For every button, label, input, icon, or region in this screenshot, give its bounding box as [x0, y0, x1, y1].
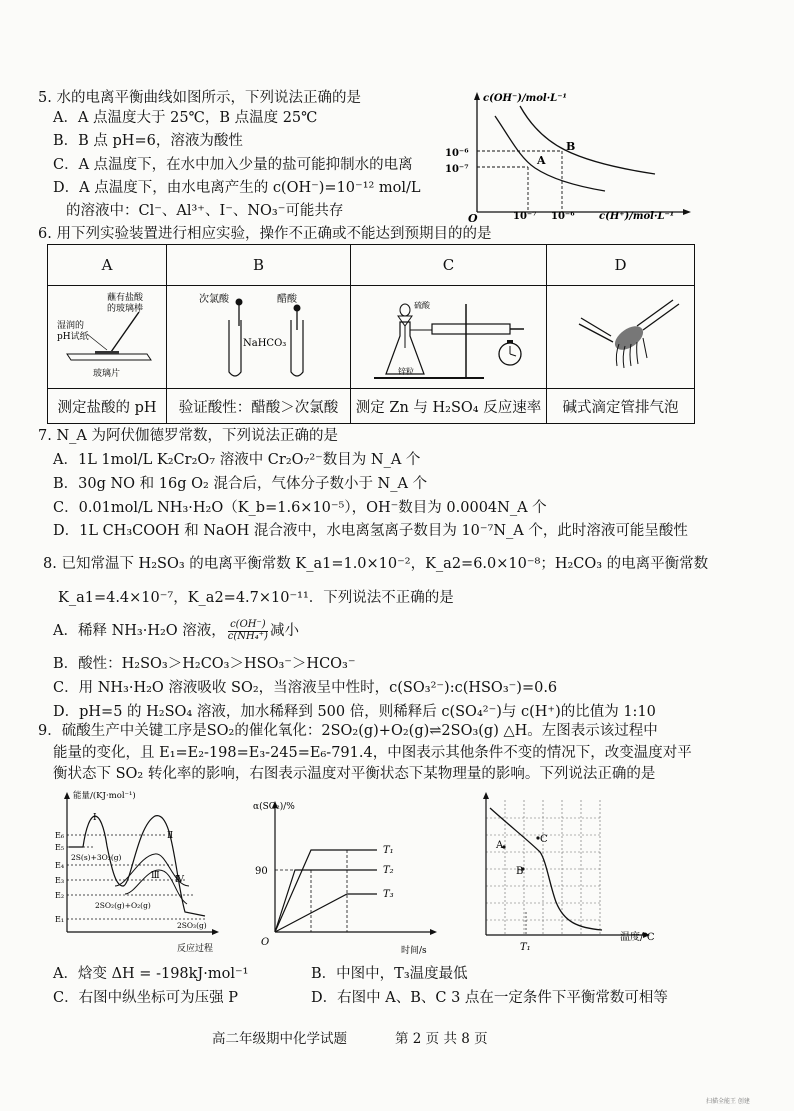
- svg-text:E₂: E₂: [55, 891, 65, 900]
- svg-text:E₄: E₄: [55, 861, 65, 870]
- label-t2: T₂: [383, 865, 394, 876]
- q6-header-b: B: [167, 245, 351, 286]
- svg-text:2SO₂(g)+O₂(g): 2SO₂(g)+O₂(g): [95, 901, 151, 910]
- q8-option-d: D．pH=5 的 H₂SO₄ 溶液，加水稀释到 500 倍，则稀释后 c(SO₄²⁻)与 c(H⁺)的比值为 1:10: [53, 704, 656, 720]
- q5-ylabel: c(OH⁻)/mol·L⁻¹: [483, 93, 567, 104]
- svg-text:Ⅱ: Ⅱ: [167, 831, 174, 841]
- watermark: 扫描全能王 创建: [706, 1098, 750, 1105]
- series-t2: [275, 870, 377, 932]
- q5-stem: 5. 水的电离平衡曲线如图所示，下列说法正确的是: [38, 90, 361, 106]
- q9-option-a: A．焓变 ΔH = -198kJ·mol⁻¹: [53, 966, 249, 982]
- q7-stem: 7. N_A 为阿伏伽德罗常数，下列说法正确的是: [38, 428, 338, 444]
- ph-paper-apparatus: [49, 286, 165, 384]
- series-t3: [275, 894, 377, 932]
- q5-ionization-graph: [445, 88, 705, 228]
- svg-text:Ⅳ: Ⅳ: [175, 875, 184, 885]
- svg-text:湿润的: 湿润的: [57, 321, 85, 331]
- q5-xtick-7: 10⁻⁷: [513, 211, 537, 222]
- q8-option-c: C．用 NH₃·H₂O 溶液吸收 SO₂，当溶液呈中性时，c(SO₃²⁻):c(HSO₃⁻)=0.6: [53, 680, 558, 696]
- point-a: A: [496, 840, 504, 851]
- q7-option-a: A．1L 1mol/L K₂Cr₂O₇ 溶液中 Cr₂O₇²⁻数目为 N_A 个: [53, 452, 421, 468]
- q8-option-b: B．酸性：H₂SO₃＞H₂CO₃＞HSO₃⁻＞HCO₃⁻: [53, 656, 356, 672]
- series-t1: [275, 850, 377, 932]
- q7-option-d: D．1L CH₃COOH 和 NaOH 混合液中，水电离氢离子数目为 10⁻⁷N_A 个，此时溶液可能呈酸性: [53, 523, 688, 539]
- svg-text:醋酸: 醋酸: [276, 294, 297, 305]
- q9-energy-diagram: [55, 786, 245, 954]
- burette-apparatus: [551, 286, 691, 384]
- svg-text:锌粒: 锌粒: [397, 367, 414, 376]
- q6-header-d: D: [547, 245, 695, 286]
- q5-xtick-6: 10⁻⁶: [551, 211, 575, 222]
- q7-option-c: C．0.01mol/L NH₃·H₂O（K_b=1.6×10⁻⁵），OH⁻数目为 0.0004N_A 个: [53, 500, 547, 516]
- q9-option-b: B．中图中，T₃温度最低: [311, 966, 468, 982]
- label-t1: T₁: [383, 845, 394, 856]
- q8-option-a: A．稀释 NH₃·H₂O 溶液， $\frac{c(OH^-)}{\text{c(NH₄⁺)}}$ 减小: [53, 619, 299, 642]
- q7-option-b: B．30g NO 和 16g O₂ 混合后，气体分子数小于 N_A 个: [53, 476, 428, 492]
- q9-option-d: D．右图中 A、B、C 3 点在一定条件下平衡常数可相等: [311, 990, 668, 1006]
- svg-text:Ⅰ: Ⅰ: [93, 813, 97, 823]
- right-xlabel: 温度/℃: [620, 932, 655, 943]
- acid-test-apparatus: [169, 286, 349, 384]
- svg-text:O: O: [261, 937, 270, 948]
- point-b: B: [516, 866, 524, 877]
- q5-option-a: A．A 点温度大于 25℃，B 点温度 25℃: [53, 110, 318, 126]
- svg-text:2S(s)+3O₂(g): 2S(s)+3O₂(g): [71, 853, 122, 862]
- q6-apparatus-table: [47, 244, 695, 424]
- svg-text:反应过程: 反应过程: [177, 944, 214, 954]
- svg-text:90: 90: [255, 866, 268, 877]
- q5-option-d-cont: 的溶液中：Cl⁻、Al³⁺、I⁻、NO₃⁻可能共存: [66, 203, 344, 219]
- q5-ytick-7: 10⁻⁷: [445, 164, 469, 175]
- q6-caption-c: 测定 Zn 与 H₂SO₄ 反应速率: [351, 389, 547, 424]
- q6-figure-c: [351, 286, 547, 389]
- q6-stem: 6. 用下列实验装置进行相应实验，操作不正确或不能达到预期目的的是: [38, 226, 492, 242]
- q8-stem-1: 8. 已知常温下 H₂SO₃ 的电离平衡常数 K_a1=1.0×10⁻²，K_a2=6.0×10⁻⁸；H₂CO₃ 的电离平衡常数: [43, 556, 709, 572]
- q8-stem-2: K_a1=4.4×10⁻⁷，K_a2=4.7×10⁻¹¹．下列说法不正确的是: [58, 590, 454, 606]
- q5-point-a: A: [537, 154, 546, 167]
- q6-header-a: A: [48, 245, 167, 286]
- q6-caption-a: 测定盐酸的 pH: [48, 389, 167, 424]
- q9-stem-2: 能量的变化，且 E₁=E₂-198=E₃-245=E₆-791.4，中图表示其他条件不变的情况下，改变温度对平: [53, 745, 692, 761]
- q6-caption-b: 验证酸性：醋酸＞次氯酸: [167, 389, 351, 424]
- svg-text:E₃: E₃: [55, 876, 65, 885]
- q5-option-d: D．A 点温度下，由水电离产生的 c(OH⁻)=10⁻¹² mol/L: [53, 180, 421, 196]
- svg-text:能量/(KJ·mol⁻¹): 能量/(KJ·mol⁻¹): [73, 791, 136, 801]
- svg-text:NaHCO₃: NaHCO₃: [242, 338, 286, 349]
- q9-stem-1: 9．硫酸生产中关键工序是SO₂的催化氧化：2SO₂(g)+O₂(g)⇌2SO₃(g) △H。左图表示该过程中: [38, 723, 658, 739]
- q6-figure-d: [547, 286, 695, 389]
- q5-point-b: B: [566, 140, 576, 153]
- q5-xlabel: c(H⁺)/mol·L⁻¹: [599, 211, 675, 222]
- footer-page: 第 2 页 共 8 页: [395, 1031, 488, 1047]
- q6-caption-d: 碱式滴定管排气泡: [547, 389, 695, 424]
- q6-header-c: C: [351, 245, 547, 286]
- reaction-rate-apparatus: [354, 286, 544, 384]
- svg-text:蘸有盐酸: 蘸有盐酸: [107, 293, 144, 303]
- svg-text:pH试纸: pH试纸: [57, 332, 89, 342]
- point-c: C: [540, 834, 548, 845]
- q5-origin: O: [468, 212, 478, 225]
- q9-conversion-graph: [255, 795, 455, 955]
- svg-text:E₁: E₁: [55, 915, 65, 924]
- svg-text:Ⅲ: Ⅲ: [151, 871, 160, 881]
- q9-stem-3: 衡状态下 SO₂ 转化率的影响，右图表示温度对平衡状态下某物理量的影响。下列说法正确的是: [53, 766, 656, 782]
- q6-figure-b: [167, 286, 351, 389]
- svg-text:α(SO₂)/%: α(SO₂)/%: [253, 802, 295, 812]
- q6-figure-a: [48, 286, 167, 389]
- svg-text:的玻璃棒: 的玻璃棒: [107, 304, 144, 314]
- q8-fraction: $\frac{c(OH^-)}{\text{c(NH₄⁺)}}$: [227, 619, 268, 642]
- svg-text:2SO₃(g): 2SO₃(g): [177, 921, 207, 930]
- q5-option-c: C．A 点温度下，在水中加入少量的盐可能抑制水的电离: [53, 157, 413, 173]
- svg-text:E₆: E₆: [55, 831, 65, 840]
- label-t3: T₃: [383, 889, 394, 900]
- q5-curve-lower: [495, 116, 605, 191]
- svg-text:E₅: E₅: [55, 843, 65, 852]
- svg-text:次氯酸: 次氯酸: [198, 294, 229, 305]
- q9-temperature-graph: [460, 790, 680, 960]
- q5-ytick-6: 10⁻⁶: [445, 148, 469, 159]
- footer-title: 高二年级期中化学试题: [212, 1031, 347, 1047]
- x-tick-t1: T₁: [520, 942, 531, 953]
- svg-text:硫酸: 硫酸: [413, 301, 430, 310]
- svg-text:时间/s: 时间/s: [401, 946, 427, 956]
- q5-option-b: B．B 点 pH=6，溶液为酸性: [53, 133, 243, 149]
- q9-option-c: C．右图中纵坐标可为压强 P: [53, 990, 238, 1006]
- svg-text:玻璃片: 玻璃片: [93, 369, 121, 379]
